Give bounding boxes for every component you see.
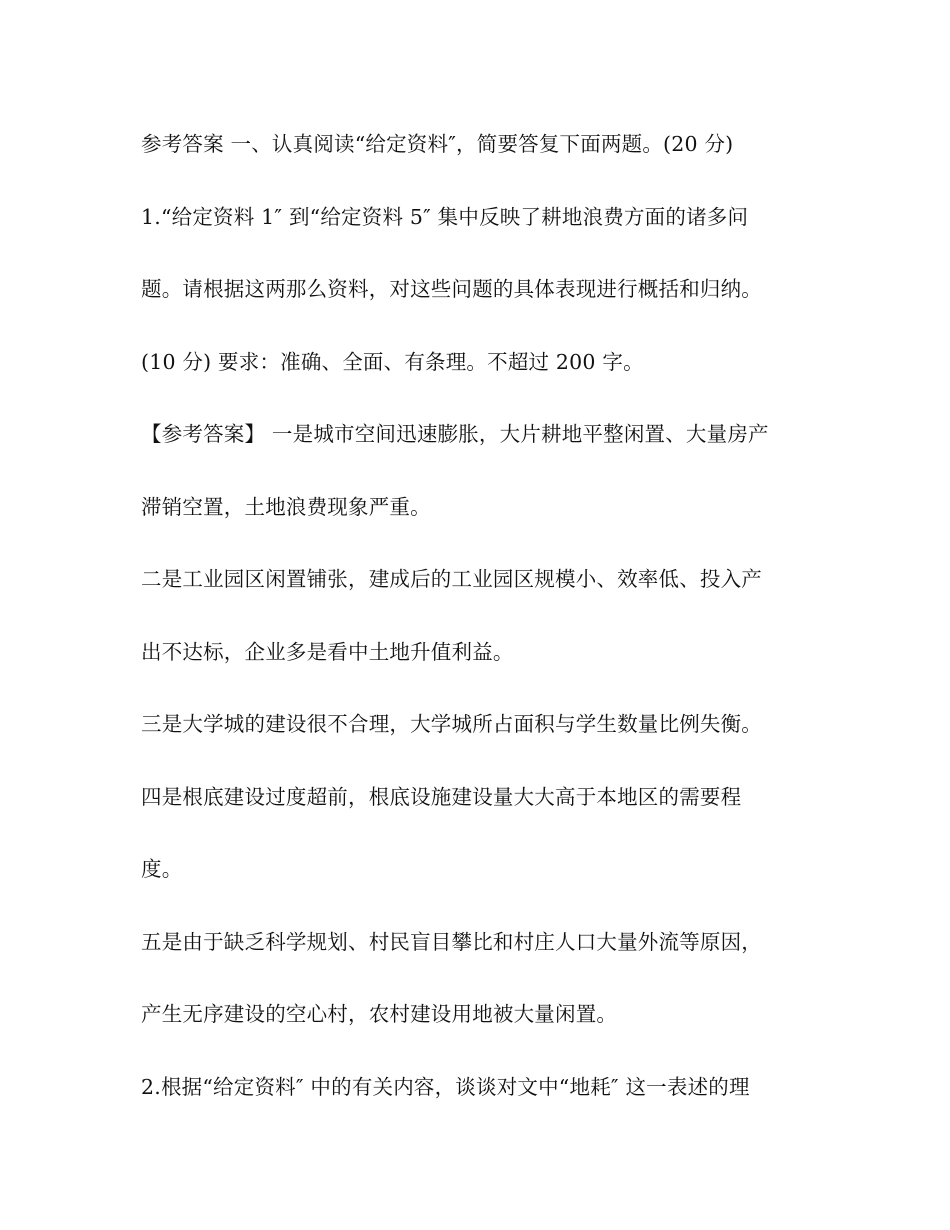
answer-point-1: 【参考答案】 一是城市空间迅速膨胀，大片耕地平整闲置、大量房产 xyxy=(141,422,769,446)
question-1-2-text: 2.根据“给定资料″ 中的有关内容，谈谈对文中“地耗″ 这一表述的理 xyxy=(141,1074,750,1099)
question-1-heading: 参考答案 一、认真阅读“给定资料″，简要答复下面两题。(20 分) xyxy=(141,132,734,156)
document-body xyxy=(141,122,831,1137)
answer-point-3: 三是大学城的建设很不合理，大学城所占面积与学生数量比例失衡。 xyxy=(141,712,762,736)
question-1-1-text-cont: 题。请根据这两那么资料，对这些问题的具体表现进行概括和归纳。 xyxy=(141,277,762,301)
answer-point-4: 四是根底建设过度超前，根底设施建设量大大高于本地区的需要程 xyxy=(141,784,742,809)
answer-point-2-cont: 出不达标，企业多是看中土地升值利益。 xyxy=(141,639,514,664)
answer-point-4-cont: 度。 xyxy=(141,857,183,881)
answer-point-5: 五是由于缺乏科学规划、村民盲目攀比和村庄人口大量外流等原因， xyxy=(141,929,762,954)
answer-point-2: 二是工业园区闲置铺张，建成后的工业园区规模小、效率低、投入产 xyxy=(141,567,762,591)
question-1-1-requirements: (10 分) 要求：准确、全面、有条理。不超过 200 字。 xyxy=(141,349,644,374)
question-1-1-text: 1.“给定资料 1″ 到“给定资料 5″ 集中反映了耕地浪费方面的诸多问 xyxy=(141,204,749,229)
answer-point-5-cont: 产生无序建设的空心村，农村建设用地被大量闲置。 xyxy=(141,1002,618,1026)
answer-point-1-cont: 滞销空置，土地浪费现象严重。 xyxy=(141,494,431,519)
